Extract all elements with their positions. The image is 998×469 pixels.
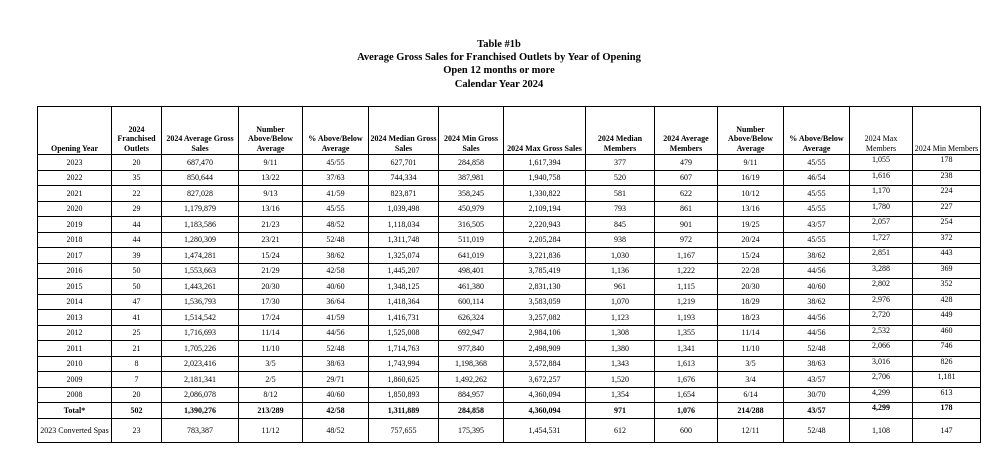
table-cell: 1,280,309: [162, 232, 239, 248]
table-cell: 607: [655, 170, 718, 186]
table-row: [38, 294, 981, 310]
table-cell: 8/12: [239, 387, 303, 403]
table-cell: 44/56: [784, 263, 850, 279]
column-header: 2024 Median Gross Sales: [369, 107, 439, 155]
table-cell: 52/48: [784, 341, 850, 357]
table-cell: 36/64: [303, 294, 369, 310]
table-cell: 3/5: [718, 356, 784, 372]
table-cell: 783,387: [162, 418, 239, 442]
table-cell: 2,976: [850, 294, 913, 310]
table-cell: 178: [913, 155, 981, 171]
table-cell: 45/55: [784, 155, 850, 171]
table-cell: 147: [913, 418, 981, 442]
column-header: 2024 Average Gross Sales: [162, 107, 239, 155]
table-cell: 6/14: [718, 387, 784, 403]
table-cell: 2,109,194: [504, 201, 586, 217]
table-cell: 622: [655, 186, 718, 202]
table-cell: 23/21: [239, 232, 303, 248]
table-cell: 511,019: [439, 232, 504, 248]
table-cell: 1,860,625: [369, 372, 439, 388]
table-cell: 460: [913, 325, 981, 341]
table-cell: 1,613: [655, 356, 718, 372]
table-cell: 10/12: [718, 186, 784, 202]
table-cell: 2,066: [850, 341, 913, 357]
table-cell: 38/62: [303, 248, 369, 264]
table-cell: 52/48: [303, 232, 369, 248]
table-cell: 369: [913, 263, 981, 279]
table-cell: 461,380: [439, 279, 504, 295]
table-cell: 2,831,130: [504, 279, 586, 295]
table-row: [38, 186, 981, 202]
row-label-cell: 2014: [38, 294, 112, 310]
table-row: [38, 263, 981, 279]
table-cell: 827,028: [162, 186, 239, 202]
table-cell: 600,114: [439, 294, 504, 310]
table-cell: 3,572,884: [504, 356, 586, 372]
table-cell: 42/58: [303, 403, 369, 419]
table-cell: 613: [913, 387, 981, 403]
row-label-cell: 2009: [38, 372, 112, 388]
column-header: 2024 Average Members: [655, 107, 718, 155]
table-row: [38, 325, 981, 341]
table-cell: 826: [913, 356, 981, 372]
table-number: Table #1b: [477, 39, 521, 50]
table-cell: 38/62: [784, 248, 850, 264]
table-cell: 38/63: [784, 356, 850, 372]
table-cell: 1,343: [586, 356, 655, 372]
table-cell: 1,070: [586, 294, 655, 310]
table-cell: 1,039,498: [369, 201, 439, 217]
table-cell: 627,701: [369, 155, 439, 171]
table-cell: 11/10: [718, 341, 784, 357]
table-cell: 502: [112, 403, 162, 419]
table-body: [38, 155, 981, 443]
table-cell: 1,514,542: [162, 310, 239, 326]
table-cell: 961: [586, 279, 655, 295]
table-cell: 45/55: [303, 201, 369, 217]
row-label-cell: 2013: [38, 310, 112, 326]
table-cell: 1,055: [850, 155, 913, 171]
row-label-cell: 2017: [38, 248, 112, 264]
table-cell: 19/25: [718, 217, 784, 233]
table-cell: 21: [112, 341, 162, 357]
table-cell: 1,443,261: [162, 279, 239, 295]
total-row: [38, 403, 981, 419]
table-cell: 372: [913, 232, 981, 248]
column-header: % Above/Below Average: [303, 107, 369, 155]
table-cell: 50: [112, 279, 162, 295]
table-cell: 2,984,106: [504, 325, 586, 341]
table-cell: 377: [586, 155, 655, 171]
table-cell: 1,525,008: [369, 325, 439, 341]
table-row: [38, 341, 981, 357]
table-cell: 29: [112, 201, 162, 217]
table-cell: 44/56: [784, 310, 850, 326]
table-cell: 850,644: [162, 170, 239, 186]
table-cell: 29/71: [303, 372, 369, 388]
table-cell: 884,957: [439, 387, 504, 403]
table-cell: 44/56: [303, 325, 369, 341]
table-cell: 1,676: [655, 372, 718, 388]
table-cell: 25: [112, 325, 162, 341]
table-cell: 4,299: [850, 403, 913, 419]
table-cell: 2,205,284: [504, 232, 586, 248]
table-cell: 352: [913, 279, 981, 295]
row-label-cell: 2020: [38, 201, 112, 217]
table-cell: 1,325,074: [369, 248, 439, 264]
row-label-cell: 2019: [38, 217, 112, 233]
table-cell: 284,858: [439, 155, 504, 171]
table-cell: 13/16: [718, 201, 784, 217]
table-cell: 1,380: [586, 341, 655, 357]
table-row: [38, 387, 981, 403]
table-cell: 3/4: [718, 372, 784, 388]
table-cell: 2,720: [850, 310, 913, 326]
table-row: [38, 155, 981, 171]
table-cell: 479: [655, 155, 718, 171]
table-cell: 1,850,893: [369, 387, 439, 403]
table-cell: 4,299: [850, 387, 913, 403]
table-cell: 3,016: [850, 356, 913, 372]
table-subtitle: Open 12 months or more: [443, 65, 555, 77]
table-cell: 2/5: [239, 372, 303, 388]
column-header: 2024 Min Gross Sales: [439, 107, 504, 155]
table-cell: 48/52: [303, 217, 369, 233]
table-cell: 22/28: [718, 263, 784, 279]
table-cell: 3,672,257: [504, 372, 586, 388]
table-cell: 3,288: [850, 263, 913, 279]
table-cell: 40/60: [303, 387, 369, 403]
table-cell: 3,257,082: [504, 310, 586, 326]
table-cell: 358,245: [439, 186, 504, 202]
table-cell: 44: [112, 217, 162, 233]
table-cell: 43/57: [784, 217, 850, 233]
table-cell: 44: [112, 232, 162, 248]
column-header: 2024 Min Members: [913, 107, 981, 155]
table-cell: 11/10: [239, 341, 303, 357]
column-header: 2024 Median Members: [586, 107, 655, 155]
table-cell: 1,727: [850, 232, 913, 248]
table-cell: 213/289: [239, 403, 303, 419]
table-cell: 1,123: [586, 310, 655, 326]
table-cell: 47: [112, 294, 162, 310]
table-cell: 38/63: [303, 356, 369, 372]
table-cell: 227: [913, 201, 981, 217]
table-cell: 43/57: [784, 372, 850, 388]
table-cell: 238: [913, 170, 981, 186]
table-cell: 48/52: [303, 418, 369, 442]
table-cell: 1,553,663: [162, 263, 239, 279]
column-header: 2024 Max Gross Sales: [504, 107, 586, 155]
table-cell: 9/11: [718, 155, 784, 171]
table-cell: 1,714,763: [369, 341, 439, 357]
table-cell: 15/24: [718, 248, 784, 264]
table-cell: 1,219: [655, 294, 718, 310]
table-cell: 21/23: [239, 217, 303, 233]
table-cell: 8: [112, 356, 162, 372]
table-cell: 1,198,368: [439, 356, 504, 372]
column-header: 2024 Franchised Outlets: [112, 107, 162, 155]
table-cell: 2,086,078: [162, 387, 239, 403]
table-cell: 1,743,994: [369, 356, 439, 372]
column-header: Number Above/Below Average: [718, 107, 784, 155]
table-cell: 1,536,793: [162, 294, 239, 310]
table-cell: 612: [586, 418, 655, 442]
table-cell: 449: [913, 310, 981, 326]
table-cell: 1,222: [655, 263, 718, 279]
table-cell: 1,076: [655, 403, 718, 419]
table-cell: 2,851: [850, 248, 913, 264]
table-row: [38, 217, 981, 233]
table-cell: 1,193: [655, 310, 718, 326]
table-row: [38, 372, 981, 388]
table-cell: 45/55: [303, 155, 369, 171]
table-cell: 7: [112, 372, 162, 388]
table-cell: 43/57: [784, 403, 850, 419]
table-cell: 316,505: [439, 217, 504, 233]
table-cell: 2,706: [850, 372, 913, 388]
table-cell: 972: [655, 232, 718, 248]
row-label-cell: 2021: [38, 186, 112, 202]
table-cell: 692,947: [439, 325, 504, 341]
row-label-cell: 2010: [38, 356, 112, 372]
table-cell: 746: [913, 341, 981, 357]
table-cell: 254: [913, 217, 981, 233]
table-cell: 600: [655, 418, 718, 442]
table-cell: 581: [586, 186, 655, 202]
table-cell: 224: [913, 186, 981, 202]
table-cell: 1,170: [850, 186, 913, 202]
table-cell: 17/30: [239, 294, 303, 310]
column-header: 2024 Max Members: [850, 107, 913, 155]
table-cell: 1,136: [586, 263, 655, 279]
table-cell: 2,023,416: [162, 356, 239, 372]
table-cell: 3,221,836: [504, 248, 586, 264]
table-cell: 52/48: [303, 341, 369, 357]
table-cell: 1,617,394: [504, 155, 586, 171]
table-cell: 1,474,281: [162, 248, 239, 264]
table-cell: 1,179,879: [162, 201, 239, 217]
table-cell: 1,705,226: [162, 341, 239, 357]
table-cell: 1,167: [655, 248, 718, 264]
table-cell: 41: [112, 310, 162, 326]
table-cell: 1,330,822: [504, 186, 586, 202]
table-cell: 938: [586, 232, 655, 248]
table-cell: 977,840: [439, 341, 504, 357]
table-cell: 3,583,059: [504, 294, 586, 310]
table-cell: 1,181: [913, 372, 981, 388]
table-cell: 178: [913, 403, 981, 419]
table-cell: 428: [913, 294, 981, 310]
table-cell: 40/60: [303, 279, 369, 295]
table-cell: 23: [112, 418, 162, 442]
table-cell: 22: [112, 186, 162, 202]
table-row: [38, 201, 981, 217]
table-cell: 3,785,419: [504, 263, 586, 279]
table-cell: 16/19: [718, 170, 784, 186]
table-cell: 15/24: [239, 248, 303, 264]
table-cell: 1,354: [586, 387, 655, 403]
table-cell: 1,520: [586, 372, 655, 388]
table-cell: 3/5: [239, 356, 303, 372]
table-cell: 971: [586, 403, 655, 419]
table-cell: 1,940,758: [504, 170, 586, 186]
table-cell: 18/23: [718, 310, 784, 326]
table-cell: 42/58: [303, 263, 369, 279]
table-cell: 1,108: [850, 418, 913, 442]
table-cell: 11/14: [718, 325, 784, 341]
table-cell: 44/56: [784, 325, 850, 341]
table-cell: 1,355: [655, 325, 718, 341]
table-row: [38, 310, 981, 326]
table-cell: 45/55: [784, 186, 850, 202]
table-cell: 13/22: [239, 170, 303, 186]
table-cell: 9/13: [239, 186, 303, 202]
table-row: [38, 248, 981, 264]
row-label-cell: Total*: [38, 403, 112, 419]
table-cell: 12/11: [718, 418, 784, 442]
table-cell: 626,324: [439, 310, 504, 326]
table-cell: 2,802: [850, 279, 913, 295]
row-label-cell: 2018: [38, 232, 112, 248]
row-label-cell: 2008: [38, 387, 112, 403]
row-label-cell: 2012: [38, 325, 112, 341]
table-cell: 45/55: [784, 232, 850, 248]
table-title-block: [0, 38, 998, 91]
table-cell: 687,470: [162, 155, 239, 171]
table-cell: 46/54: [784, 170, 850, 186]
table-cell: 2,181,341: [162, 372, 239, 388]
table-cell: 1,716,693: [162, 325, 239, 341]
table-cell: 1,308: [586, 325, 655, 341]
table-cell: 21/29: [239, 263, 303, 279]
converted-spas-row: [38, 418, 981, 442]
table-cell: 20: [112, 387, 162, 403]
table-cell: 52/48: [784, 418, 850, 442]
row-label-cell: 2023: [38, 155, 112, 171]
table-cell: 2,498,909: [504, 341, 586, 357]
table-cell: 1,654: [655, 387, 718, 403]
table-cell: 641,019: [439, 248, 504, 264]
table-cell: 2,532: [850, 325, 913, 341]
table-cell: 443: [913, 248, 981, 264]
table-cell: 41/59: [303, 310, 369, 326]
table-cell: 1,311,889: [369, 403, 439, 419]
row-label-cell: 2015: [38, 279, 112, 295]
table-cell: 45/55: [784, 201, 850, 217]
column-header: Opening Year: [38, 107, 112, 155]
table-cell: 2,057: [850, 217, 913, 233]
table-cell: 1,311,748: [369, 232, 439, 248]
table-cell: 1,492,262: [439, 372, 504, 388]
table-row: [38, 279, 981, 295]
row-label-cell: 2022: [38, 170, 112, 186]
table-cell: 20: [112, 155, 162, 171]
table-cell: 1,616: [850, 170, 913, 186]
table-cell: 50: [112, 263, 162, 279]
table-cell: 861: [655, 201, 718, 217]
table-cell: 757,655: [369, 418, 439, 442]
table-period: Calendar Year 2024: [454, 78, 544, 90]
table-cell: 13/16: [239, 201, 303, 217]
table-cell: 30/70: [784, 387, 850, 403]
table-cell: 1,183,586: [162, 217, 239, 233]
table-cell: 1,341: [655, 341, 718, 357]
table-cell: 39: [112, 248, 162, 264]
table-cell: 845: [586, 217, 655, 233]
table-title: Average Gross Sales for Franchised Outlets by Year of Opening: [357, 52, 641, 64]
row-label-cell: 2023 Converted Spas: [38, 418, 112, 442]
table-cell: 40/60: [784, 279, 850, 295]
table-cell: 744,334: [369, 170, 439, 186]
column-header: % Above/Below Average: [784, 107, 850, 155]
table-cell: 4,360,094: [504, 403, 586, 419]
table-cell: 38/62: [784, 294, 850, 310]
gross-sales-table: [37, 106, 981, 443]
row-label-cell: 2016: [38, 263, 112, 279]
table-cell: 4,360,094: [504, 387, 586, 403]
table-cell: 1,118,034: [369, 217, 439, 233]
table-cell: 1,780: [850, 201, 913, 217]
table-cell: 18/29: [718, 294, 784, 310]
table-cell: 1,445,207: [369, 263, 439, 279]
table-cell: 498,401: [439, 263, 504, 279]
table-cell: 1,390,276: [162, 403, 239, 419]
table-cell: 9/11: [239, 155, 303, 171]
table-cell: 1,454,531: [504, 418, 586, 442]
header-row: [38, 107, 981, 155]
table-cell: 20/24: [718, 232, 784, 248]
table-row: [38, 356, 981, 372]
table-cell: 1,416,731: [369, 310, 439, 326]
table-row: [38, 170, 981, 186]
table-cell: 793: [586, 201, 655, 217]
table-cell: 1,115: [655, 279, 718, 295]
table-cell: 823,871: [369, 186, 439, 202]
row-label-cell: 2011: [38, 341, 112, 357]
table-cell: 37/63: [303, 170, 369, 186]
table-cell: 387,981: [439, 170, 504, 186]
table-cell: 2,220,943: [504, 217, 586, 233]
table-cell: 20/30: [718, 279, 784, 295]
table-cell: 450,979: [439, 201, 504, 217]
table-cell: 17/24: [239, 310, 303, 326]
table-cell: 20/30: [239, 279, 303, 295]
table-cell: 11/12: [239, 418, 303, 442]
table-cell: 1,418,364: [369, 294, 439, 310]
table-cell: 214/288: [718, 403, 784, 419]
table-cell: 175,395: [439, 418, 504, 442]
table-cell: 520: [586, 170, 655, 186]
table-cell: 901: [655, 217, 718, 233]
table-cell: 35: [112, 170, 162, 186]
table-cell: 284,858: [439, 403, 504, 419]
table-cell: 1,348,125: [369, 279, 439, 295]
column-header: Number Above/Below Average: [239, 107, 303, 155]
table-cell: 41/59: [303, 186, 369, 202]
table-cell: 1,030: [586, 248, 655, 264]
table-cell: 11/14: [239, 325, 303, 341]
table-row: [38, 232, 981, 248]
